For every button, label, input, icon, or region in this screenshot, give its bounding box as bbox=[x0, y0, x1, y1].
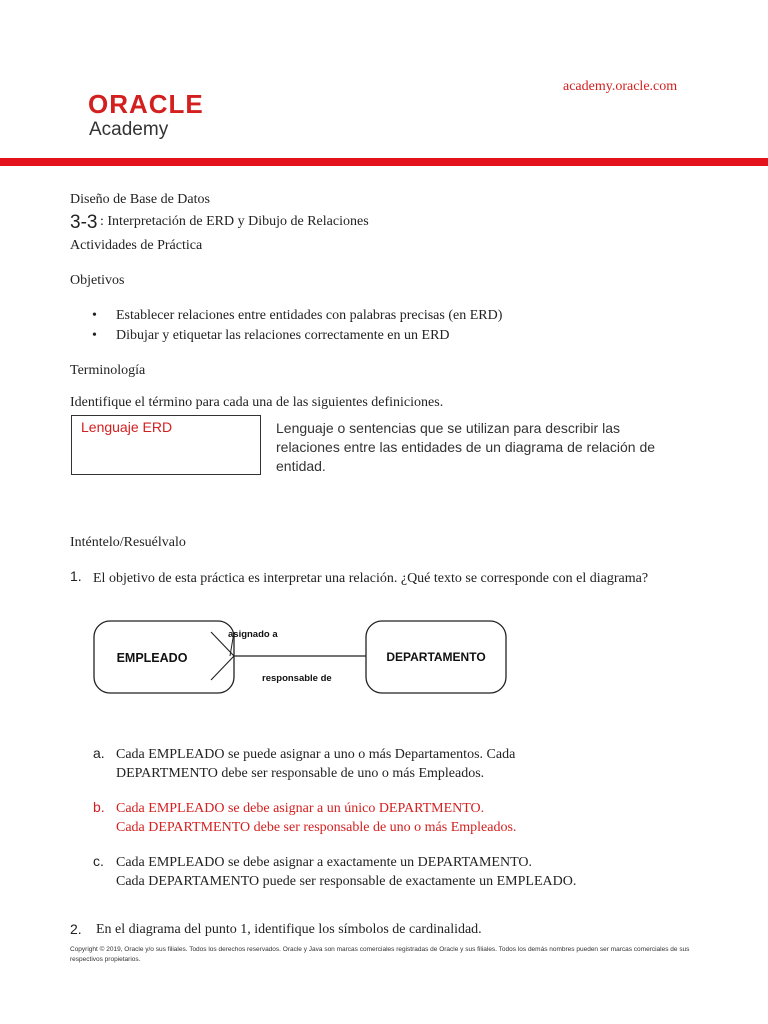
option-b-line: Cada EMPLEADO se debe asignar a un único DEPARTMENTO. bbox=[116, 801, 485, 816]
option-b-line: Cada DEPARTMENTO debe ser responsable de uno o más Empleados. bbox=[116, 820, 517, 835]
copyright-footer: Copyright © 2019, Oracle y/o sus filiales. Todos los derechos reservados. Oracle y Java son marcas comerciales registradas de Oracle y sus filiales. Todos los demás nombres pueden ser marcas comerciales de sus respectivos propietarios. bbox=[70, 946, 690, 963]
question-1-text: El objetivo de esta práctica es interpretar una relación. ¿Qué texto se corresponde con el diagrama? bbox=[93, 571, 649, 586]
question-2-text: En el diagrama del punto 1, identifique los símbolos de cardinalidad. bbox=[96, 922, 482, 937]
terminology-intro: Identifique el término para cada una de las siguientes definiciones. bbox=[70, 395, 444, 410]
option-c-letter: c. bbox=[93, 853, 104, 869]
oracle-logo: ORACLE bbox=[88, 89, 204, 119]
option-c-line: Cada DEPARTAMENTO puede ser responsable de exactamente un EMPLEADO. bbox=[116, 874, 577, 889]
option-a-line: Cada EMPLEADO se puede asignar a uno o más Departamentos. Cada bbox=[116, 747, 516, 762]
objectives-list bbox=[92, 306, 502, 346]
try-it-heading: Inténtelo/Resuélvalo bbox=[70, 535, 186, 550]
erd-diagram bbox=[90, 618, 510, 698]
academy-site-link[interactable]: academy.oracle.com bbox=[563, 79, 678, 94]
option-a-text bbox=[116, 745, 656, 783]
lesson-number: 3-3 bbox=[70, 212, 98, 233]
entity-departamento-label: DEPARTAMENTO bbox=[386, 650, 486, 664]
objectives-heading: Objetivos bbox=[70, 273, 125, 288]
option-b-text bbox=[116, 799, 656, 837]
question-1-number: 1. bbox=[70, 568, 82, 584]
option-a-letter: a. bbox=[93, 745, 105, 761]
term-answer: Lenguaje ERD bbox=[81, 419, 173, 435]
entity-empleado-label: EMPLEADO bbox=[116, 651, 188, 665]
option-b-letter: b. bbox=[93, 799, 105, 815]
academy-logo-text: Academy bbox=[89, 119, 169, 140]
activity-title: Actividades de Práctica bbox=[70, 238, 203, 253]
option-a-line: DEPARTMENTO debe ser responsable de uno o más Empleados. bbox=[116, 766, 485, 781]
header-divider bbox=[0, 158, 768, 166]
terminology-heading: Terminología bbox=[70, 363, 146, 378]
objective-item: • Establecer relaciones entre entidades con palabras precisas (en ERD) bbox=[92, 306, 502, 326]
option-c-line: Cada EMPLEADO se debe asignar a exactamente un DEPARTAMENTO. bbox=[116, 855, 533, 870]
relationship-label-bottom: responsable de bbox=[262, 673, 332, 684]
course-title: Diseño de Base de Datos bbox=[70, 192, 210, 207]
objective-item: • Dibujar y etiquetar las relaciones correctamente en un ERD bbox=[92, 326, 502, 346]
option-c-text bbox=[116, 853, 656, 891]
lesson-title: : Interpretación de ERD y Dibujo de Relaciones bbox=[100, 214, 369, 229]
term-definition: Lenguaje o sentencias que se utilizan para describir las relaciones entre las entidades de un diagrama de relación de entidad. bbox=[276, 420, 656, 474]
relationship-label-top: asignado a bbox=[228, 629, 278, 640]
question-2-number: 2. bbox=[70, 921, 82, 937]
